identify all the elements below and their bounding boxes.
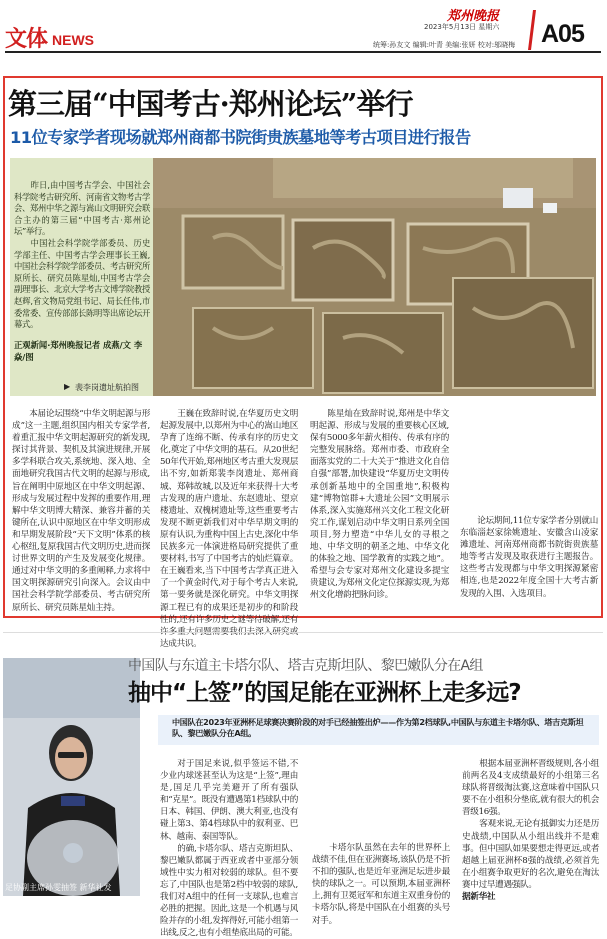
story2-body-col3 [462, 758, 599, 903]
story2-paragraph: 对于国足来说,似乎签运不错,不少业内球迷甚至认为这是“上签”,理由是,国足几乎完美避开了所有强队和“克星”。既没有遭遇第1档球队中的日本、韩国、伊朗、澳大利亚,也没有碰上第3、第4档球队中的叙利亚、巴林、越南、泰国等队。 [160, 759, 298, 842]
sidebar-lead: 昨日,由中国考古学会、中国社会科学院考古研究所、河南省文物考古学会、郑州中华之源与嵩山文明研究会联合主办的第三届“中国考古·郑州论坛”举行。 [14, 180, 150, 237]
story1-body-col2 [160, 408, 298, 650]
draw-ceremony-photo [3, 658, 140, 896]
header-rule [5, 51, 601, 53]
story1-paragraph: 陈星灿在致辞时说,郑州是中华文明起源、形成与发展的重要核心区域,保有5000多年薪火相传、传承有序的完整发展脉络。郑州市委、市政府全面落实党的二十大关于“推进文化自信自强”部署,加快建设“华夏历史文明传承创新基地中的全国重地”,积极构建“博物馆群+大遗址公园”文明展示体系,深入实施郑州兴文化工程文化研究工作,谋划启动中华文明日系列全国项目,努力塑造“中华儿女的寻根之地、中华文明的朝圣之地、中华文化的体验之地、国学教育的实践之地”。希望与会专家对郑州文化建设多提宝贵建议,为郑州文化定位探源实现,为郑州文化增韵把脉问诊。 [310, 409, 449, 601]
story2-kicker: 中国队与东道主卡塔尔队、塔吉克斯坦队、黎巴嫩队分在A组 [128, 658, 483, 674]
photo1-caption: 裴李岗遗址航拍图 [75, 383, 139, 392]
story1-paragraph: 王巍在致辞时说,在华夏历史文明起源发展中,以郑州为中心的嵩山地区孕育了连绵不断、传承有序的历史文化,奠定了中华文明的基石。从20世纪50年代开始,郑州地区考古重大发现层出不穷,如新郑裴李岗遗址、郑州商城、郑韩故城,以及近年来获得十大考古发现的唐户遗址、东赵遗址、望京楼遗址、双槐树遗址等,这些重要考古发现不断更新我们对中华早期文明的原有认识,为重构中国上古史,深化中华民族多元一体演进格局研究提供了重要材料,书写了中国考古的灿烂篇章。在王巍看来,当下中国考古学真正进入了一个黄金时代,对于每个考古人来说,第一要务就是深化研究。中华文明探源工程已有的成果还是初步的和阶段性的,还有许多历史之谜等待破解,还有 达成共识。 [160, 409, 298, 649]
story2-paragraph: 的确,卡塔尔队、塔吉克斯坦队、黎巴嫩队都属于西亚或者中亚部分领域性中实力相对较弱的球队。但不要忘了,中国队也是第2档中较弱的球队,我们对A组中的任何一支球队,也难言必胜的把握。因此,这是一个机遇与风险并存的小组,发挥得好,可能小组第一出线,反之,也有小组垫底出局的可能。 [160, 843, 298, 939]
story-divider [3, 632, 603, 633]
slash-decoration [528, 10, 536, 50]
page-number: A05 [541, 20, 584, 48]
story1-paragraph: 论坛期间,11位专家学者分别就山东临淄赵家徐姚遗址、安徽含山凌家滩遗址、河南郑州商都书院街贵族墓地等考古发现及取获进行主题报告。这些考古发现都与中华文明探源紧密相连,也是2022年度全国十大考古新发现的入围、入选项目。 [460, 516, 598, 599]
caption-arrow-icon: ▶ [64, 382, 71, 391]
story1-subheadline: 11位专家学者现场就郑州商都书院街贵族墓地等考古项目进行报告 [10, 128, 471, 147]
photo2-caption: 足协副主席孙雯抽签 新华社发 [5, 883, 112, 892]
story2-body-col1 [160, 758, 298, 939]
section-title-en: NEWS [52, 32, 94, 48]
story1-body-col4 [460, 515, 598, 600]
story1-body-col3 [310, 408, 449, 602]
story2-headline: 抽中“上签”的国足能在亚洲杯上走多远? [128, 680, 521, 706]
story1-headline: 第三届“中国考古·郑州论坛”举行 [8, 87, 413, 121]
editor-credits: 统筹:孙友文 编辑:叶青 美编:张妍 校对:邬晓梅 [373, 41, 516, 49]
section-title: 文体 [5, 26, 48, 52]
story2-paragraph: 根据本届亚洲杯晋级规则,各小组前两名及4支成绩最好的小组第三名球队将晋级淘汰赛,这意味着中国队只要不在小组积分垫底,就有很大的机会晋级16强。 [462, 759, 599, 818]
newspaper-logo: 郑州晚报 [447, 9, 500, 24]
story1-body-col1 [12, 408, 150, 614]
story2-paragraph: 客观来说,无论有抵御实力还是历史战绩,中国队从小组出线并不是难事。但中国队如果要想走得更远,或者超越上届亚洲杯8强的战绩,必须首先在小组赛争取更好的名次,避免在淘汰赛中过早遭遇强队。 [462, 819, 599, 890]
story2-paragraph: 卡塔尔队虽然在去年的世界杯上战绩不佳,但在亚洲赛场,该队仍是不折不扣的强队,也是近年亚洲足坛进步最快的球队之一。可以预期,本届亚洲杯上,拥有卫冕冠军和东道主双重身份的卡塔尔队,将是中国队在小组赛的头号对手。 [312, 843, 450, 926]
story1-paragraph: 本届论坛围绕“中华文明起源与形成”这一主题,组织国内相关专家学者,着重汇报中华文明起源研究的新发现,探讨其背景、契机及其演进规律,开展多学科联合攻关,系统地、深入地、全面地研究我国古代文明的起源与形成,旨在阐明中原地区在中华文明起源、形成与发展过程中发挥的重要作用,理解中华文明博大精深、兼容并蓄的关键所在,认识中原地区在中华文明形成和早期发展阶段“天下文明”体系的核心枢纽,复原我国古代文明历史,进而探讨世界文明的产生及发展变化规律。通过对中华文明的多重阐释,力求将中国文明探源研究引向深入。会议由中国社会科学院学部委员、考古研究所原所长、研究员陈星灿主持。 [12, 409, 150, 613]
story2-lead: 中国队在2023年亚洲杯足球赛决赛阶段的对手已经抽签出炉——作为第2档球队,中国队与东道主卡塔尔队、塔吉克斯坦队、黎巴嫩队分在A组。 [172, 717, 584, 739]
story2-source: 据新华社 [462, 892, 496, 903]
story1-byline: 正观新闻·郑州晚报记者 成燕/文 李焱/图 [14, 340, 143, 362]
issue-date: 2023年5月13日 星期六 [424, 23, 500, 31]
excavation-aerial-photo [153, 158, 596, 396]
sidebar-body: 中国社会科学院学部委员、历史学部主任、中国考古学会理事长王巍,中国社会科学院学部委员、考古研究所原所长、研究员陈星灿,中国考古学会副理事长、北京大学考古文博学院教授赵辉,省文物局党组书记、局长任伟,市委常委、宣传部部长陈明等出席论坛开幕式。 [14, 238, 150, 330]
